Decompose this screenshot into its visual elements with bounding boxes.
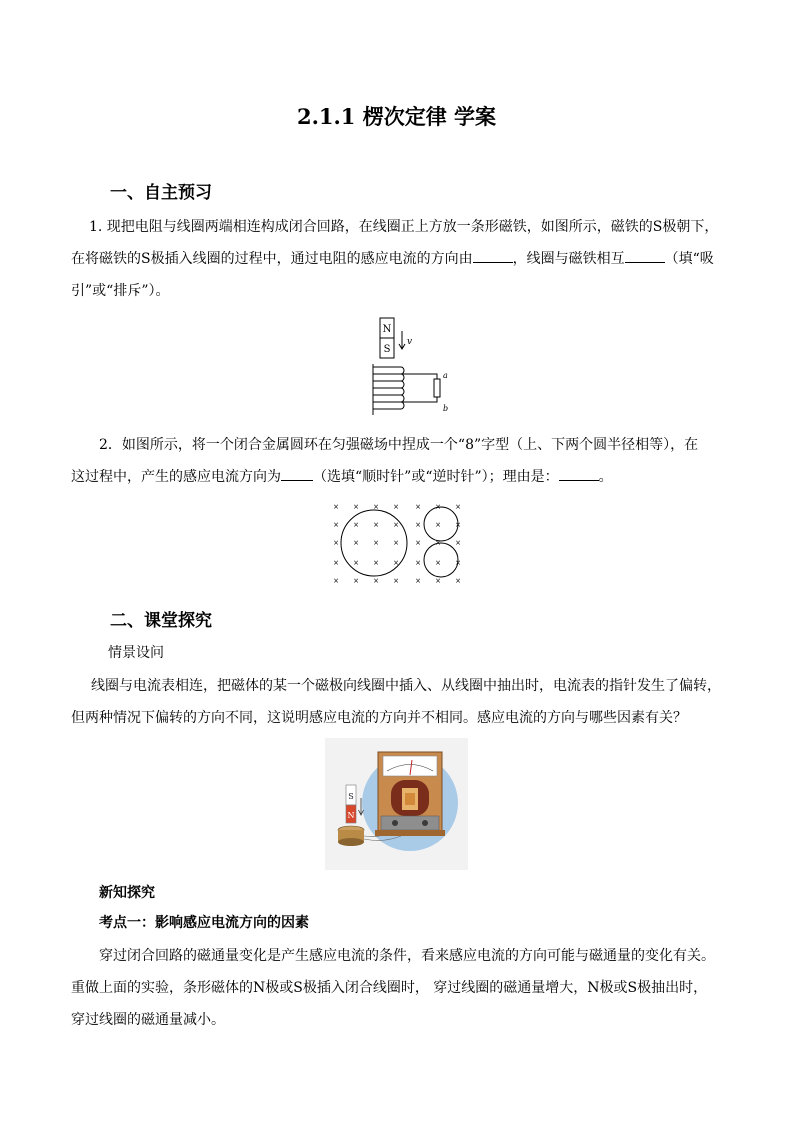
q1-line3: 引”或“排斥”）。 xyxy=(71,283,170,299)
para-line1: 穿过闭合回路的磁通量变化是产生感应电流的条件，看来感应电流的方向可能与磁通量的变化有关。 xyxy=(99,948,715,964)
field-cross: × xyxy=(415,559,421,567)
field-cross: × xyxy=(393,559,399,567)
magnetic-field-crosses xyxy=(333,503,461,585)
field-cross: × xyxy=(353,503,359,511)
field-cross: × xyxy=(455,559,461,567)
new-knowledge-label: 新知探究 xyxy=(99,885,155,901)
field-cross: × xyxy=(415,577,421,585)
magnet-s-text: S xyxy=(348,792,354,801)
field-cross: × xyxy=(373,559,379,567)
scene-paragraph xyxy=(71,670,731,734)
figure-eight-lower xyxy=(424,543,458,577)
q2-text-b: （选填“顺时针”或“逆时针”）；理由是： xyxy=(313,469,559,485)
field-cross: × xyxy=(393,503,399,511)
field-cross: × xyxy=(435,559,441,567)
field-cross: × xyxy=(393,521,399,529)
para-line2: 重做上面的实验，条形磁体的N极或S极插入闭合线圈时， 穿过线圈的磁通量增大，N极或S极抽出时， xyxy=(71,980,708,996)
point-a-label: a xyxy=(443,371,448,380)
field-cross: × xyxy=(353,577,359,585)
q2-line1: 2．如图所示，将一个闭合金属圆环在匀强磁场中捏成一个“8”字型（上、下两个圆半径相等），在 xyxy=(99,437,699,453)
magnet-s-label: S xyxy=(383,344,391,355)
resistor xyxy=(434,379,440,397)
field-cross: × xyxy=(455,503,461,511)
velocity-label: v xyxy=(407,337,413,347)
field-cross: × xyxy=(415,503,421,511)
field-cross: × xyxy=(435,521,441,529)
field-cross: × xyxy=(333,521,339,529)
question-1 xyxy=(71,211,723,307)
scene-line1: 线圈与电流表相连，把磁体的某一个磁极向线圈中插入、从线圈中抽出时，电流表的指针发生了偏转， xyxy=(91,678,721,694)
field-cross: × xyxy=(373,503,379,511)
q2-blank-direction xyxy=(281,466,313,481)
field-cross: × xyxy=(333,577,339,585)
scene-label: 情景设问 xyxy=(108,645,164,661)
q1-text-c: （填“吸 xyxy=(664,251,714,267)
field-cross: × xyxy=(455,539,461,547)
field-cross: × xyxy=(455,577,461,585)
magnet-n-text: N xyxy=(347,811,355,820)
q1-line2 xyxy=(71,243,723,275)
field-cross: × xyxy=(455,521,461,529)
q2-blank-reason xyxy=(559,466,599,481)
magnet-n-label: N xyxy=(382,324,392,335)
field-cross: × xyxy=(435,577,441,585)
q2-text-c: 。 xyxy=(598,469,613,485)
field-cross: × xyxy=(353,539,359,547)
coil xyxy=(373,364,404,415)
figure-eight-figure xyxy=(326,500,466,590)
q1-line1: 1. 现把电阻与线圈两端相连构成闭合回路，在线圈正上方放一条形磁铁，如图所示，磁铁的S极朝下， xyxy=(89,219,719,235)
page-title: 2.1.1 楞次定律 学案 xyxy=(296,104,497,129)
question-2 xyxy=(71,429,723,493)
field-cross: × xyxy=(415,539,421,547)
point-one-heading: 考点一：影响感应电流方向的因素 xyxy=(99,915,309,931)
field-cross: × xyxy=(373,521,379,529)
q2-text-a: 这过程中，产生的感应电流方向为 xyxy=(71,469,281,485)
field-cross: × xyxy=(333,539,339,547)
field-cross: × xyxy=(393,539,399,547)
field-cross: × xyxy=(373,539,379,547)
field-cross: × xyxy=(435,539,441,547)
field-cross: × xyxy=(373,577,379,585)
field-cross: × xyxy=(415,521,421,529)
field-cross: × xyxy=(353,521,359,529)
field-cross: × xyxy=(435,503,441,511)
figure-eight-upper xyxy=(424,507,458,541)
q1-blank-direction xyxy=(473,248,513,263)
field-cross: × xyxy=(393,577,399,585)
point-b-label: b xyxy=(443,404,449,413)
galvanometer-figure xyxy=(325,738,468,870)
section-heading-explore: 二、课堂探究 xyxy=(110,611,212,631)
scene-line2: 但两种情况下偏转的方向不同，这说明感应电流的方向并不相同。感应电流的方向与哪些因素有关？ xyxy=(71,710,687,726)
para-line3: 穿过线圈的磁通量减小。 xyxy=(71,1012,225,1028)
field-cross: × xyxy=(333,503,339,511)
point-one-paragraph xyxy=(71,940,735,1036)
q2-line2 xyxy=(71,461,723,493)
section-heading-preview: 一、自主预习 xyxy=(110,183,212,203)
field-cross: × xyxy=(353,559,359,567)
q1-text-b: ，线圈与磁铁相互 xyxy=(512,251,625,267)
field-cross: × xyxy=(333,559,339,567)
q1-blank-force xyxy=(625,248,665,263)
magnet-coil-figure xyxy=(365,315,465,417)
q1-text-a: 在将磁铁的S极插入线圈的过程中，通过电阻的感应电流的方向由 xyxy=(71,251,473,267)
